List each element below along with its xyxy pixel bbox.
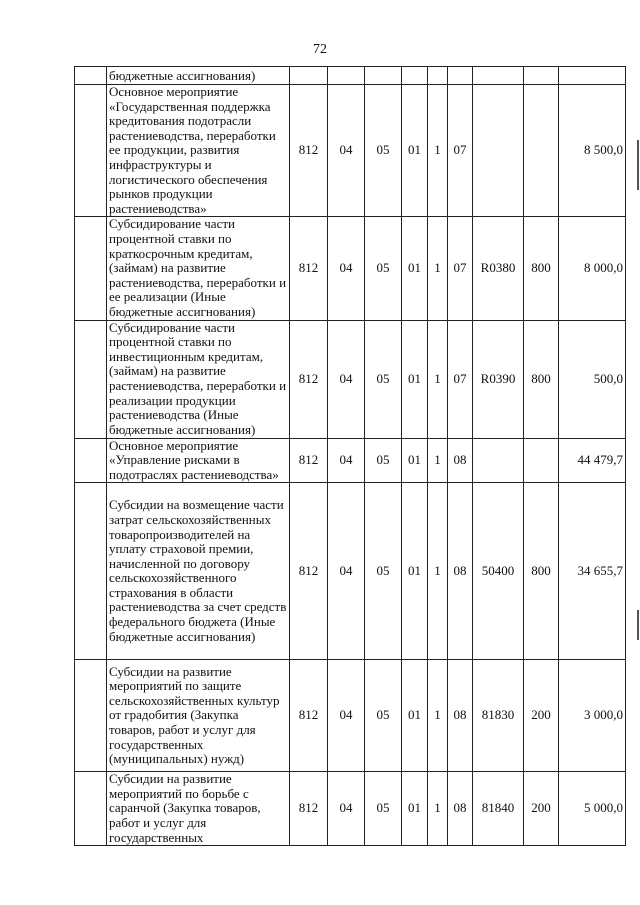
subprogram-code-cell: 1 <box>428 483 448 660</box>
subprogram-code-cell: 1 <box>428 217 448 320</box>
direction-code-cell: 81840 <box>473 772 524 846</box>
ministry-code-cell: 812 <box>290 85 328 217</box>
ministry-code-cell: 812 <box>290 438 328 483</box>
description-cell: Субсидии на развитие мероприятий по борьбе с саранчой (Закупка товаров, работ и услуг для государственных <box>107 772 290 846</box>
direction-code-cell: 81830 <box>473 660 524 772</box>
program-code-cell: 01 <box>402 85 428 217</box>
expense-type-cell <box>524 67 559 85</box>
program-code-cell: 01 <box>402 438 428 483</box>
row-number-cell <box>75 483 107 660</box>
direction-code-cell <box>473 85 524 217</box>
expense-type-cell: 800 <box>524 483 559 660</box>
table-row <box>75 483 626 660</box>
row-number-cell <box>75 67 107 85</box>
expense-type-cell: 200 <box>524 660 559 772</box>
table-row <box>75 772 626 846</box>
row-number-cell <box>75 85 107 217</box>
direction-code-cell: 50400 <box>473 483 524 660</box>
amount-cell: 44 479,7 <box>559 438 626 483</box>
subsection-code-cell: 05 <box>365 772 402 846</box>
description-cell: Основное мероприятие «Управление рисками в подотраслях растениеводства» <box>107 438 290 483</box>
amount-cell: 8 000,0 <box>559 217 626 320</box>
page-number: 72 <box>313 42 327 57</box>
program-code-cell <box>402 67 428 85</box>
event-code-cell: 08 <box>448 772 473 846</box>
table-row <box>75 320 626 438</box>
description-cell: Субсидирование части процентной ставки по инвестиционным кредитам, (займам) на развитие растениеводства, переработки и реализации продукции растениеводства (Иные бюджетные ассигнования) <box>107 320 290 438</box>
ministry-code-cell: 812 <box>290 320 328 438</box>
expense-type-cell <box>524 438 559 483</box>
event-code-cell: 07 <box>448 320 473 438</box>
table-row <box>75 67 626 85</box>
description-cell: Субсидирование части процентной ставки по краткосрочным кредитам, (займам) на развитие растениеводства, переработки и ее реализации (Иные бюджетные ассигнования) <box>107 217 290 320</box>
table-row <box>75 660 626 772</box>
section-code-cell: 04 <box>328 483 365 660</box>
section-code-cell: 04 <box>328 85 365 217</box>
scan-edge-mark <box>637 140 639 190</box>
subsection-code-cell: 05 <box>365 85 402 217</box>
subsection-code-cell: 05 <box>365 438 402 483</box>
ministry-code-cell: 812 <box>290 660 328 772</box>
subsection-code-cell: 05 <box>365 660 402 772</box>
section-code-cell: 04 <box>328 772 365 846</box>
section-code-cell: 04 <box>328 217 365 320</box>
event-code-cell <box>448 67 473 85</box>
direction-code-cell <box>473 67 524 85</box>
row-number-cell <box>75 772 107 846</box>
subsection-code-cell <box>365 67 402 85</box>
table-row <box>75 438 626 483</box>
description-cell: Субсидии на развитие мероприятий по защите сельскохозяйственных культур от градобития (Закупка товаров, работ и услуг для государственных (муниципальных) нужд) <box>107 660 290 772</box>
subprogram-code-cell <box>428 67 448 85</box>
subsection-code-cell: 05 <box>365 483 402 660</box>
amount-cell: 3 000,0 <box>559 660 626 772</box>
description-cell: Субсидии на возмещение части затрат сельскохозяйственных товаропроизводителей на уплату страховой премии, начисленной по договору сельскохозяйственного страхования в области растениеводства за счет средств федерального бюджета (Иные бюджетные ассигнования) <box>107 483 290 660</box>
direction-code-cell: R0390 <box>473 320 524 438</box>
event-code-cell: 08 <box>448 660 473 772</box>
table-body <box>75 67 626 846</box>
row-number-cell <box>75 660 107 772</box>
ministry-code-cell: 812 <box>290 483 328 660</box>
scan-edge-mark <box>637 610 639 640</box>
program-code-cell: 01 <box>402 217 428 320</box>
program-code-cell: 01 <box>402 660 428 772</box>
program-code-cell: 01 <box>402 483 428 660</box>
expense-type-cell: 800 <box>524 320 559 438</box>
section-code-cell: 04 <box>328 320 365 438</box>
amount-cell <box>559 67 626 85</box>
budget-table <box>74 66 626 846</box>
expense-type-cell: 800 <box>524 217 559 320</box>
expense-type-cell <box>524 85 559 217</box>
ministry-code-cell: 812 <box>290 772 328 846</box>
event-code-cell: 08 <box>448 483 473 660</box>
description-cell: бюджетные ассигнования) <box>107 67 290 85</box>
program-code-cell: 01 <box>402 772 428 846</box>
subprogram-code-cell: 1 <box>428 660 448 772</box>
subsection-code-cell: 05 <box>365 320 402 438</box>
table-row <box>75 85 626 217</box>
subprogram-code-cell: 1 <box>428 772 448 846</box>
expense-type-cell: 200 <box>524 772 559 846</box>
amount-cell: 500,0 <box>559 320 626 438</box>
event-code-cell: 07 <box>448 85 473 217</box>
amount-cell: 34 655,7 <box>559 483 626 660</box>
section-code-cell <box>328 67 365 85</box>
section-code-cell: 04 <box>328 660 365 772</box>
row-number-cell <box>75 438 107 483</box>
row-number-cell <box>75 320 107 438</box>
table-row <box>75 217 626 320</box>
section-code-cell: 04 <box>328 438 365 483</box>
subsection-code-cell: 05 <box>365 217 402 320</box>
row-number-cell <box>75 217 107 320</box>
direction-code-cell <box>473 438 524 483</box>
ministry-code-cell: 812 <box>290 217 328 320</box>
event-code-cell: 08 <box>448 438 473 483</box>
ministry-code-cell <box>290 67 328 85</box>
subprogram-code-cell: 1 <box>428 438 448 483</box>
subprogram-code-cell: 1 <box>428 85 448 217</box>
program-code-cell: 01 <box>402 320 428 438</box>
amount-cell: 8 500,0 <box>559 85 626 217</box>
subprogram-code-cell: 1 <box>428 320 448 438</box>
event-code-cell: 07 <box>448 217 473 320</box>
description-cell: Основное мероприятие «Государственная поддержка кредитования подотрасли растениеводства, переработки ее продукции, развития инфраструктуры и логистического обеспечения рынков продукции растениеводства» <box>107 85 290 217</box>
direction-code-cell: R0380 <box>473 217 524 320</box>
amount-cell: 5 000,0 <box>559 772 626 846</box>
